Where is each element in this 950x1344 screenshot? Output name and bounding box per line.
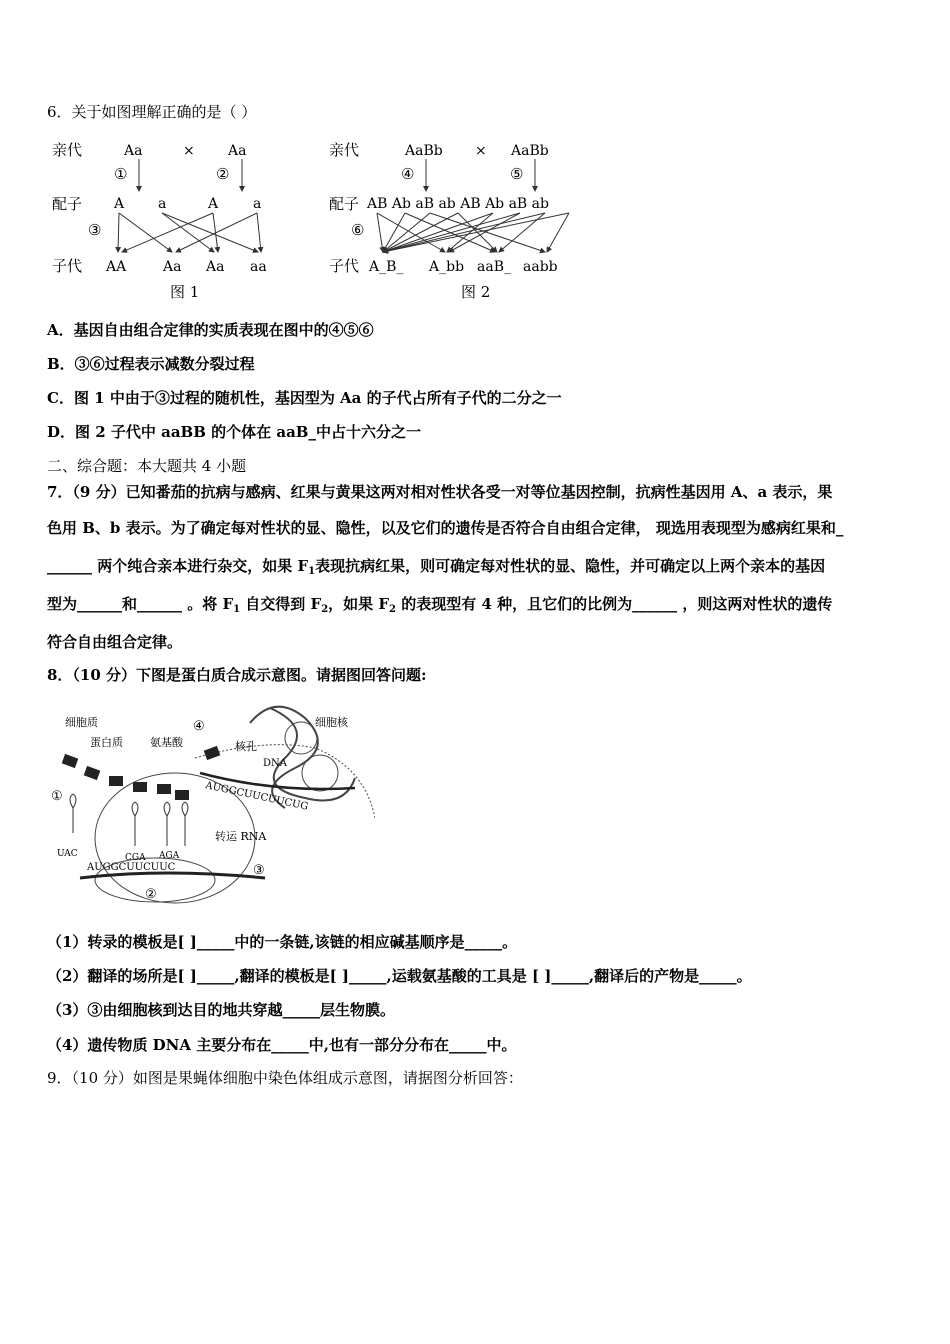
q9-stem: 9．（10 分）如图是果蝇体细胞中染色体组成示意图，请据图分析回答：: [47, 1069, 523, 1087]
q6-stem: 6．关于如图理解正确的是（ ）: [47, 103, 257, 121]
fig1-cross: ×: [183, 143, 195, 159]
fig1-cross-arrows: [118, 213, 261, 252]
label-cytoplasm: 细胞质: [65, 716, 98, 729]
fig1-step-3: ③: [88, 221, 102, 239]
fig2-cross: ×: [475, 143, 487, 159]
q8-stem: 8．（10 分）下图是蛋白质合成示意图。请据图回答问题:: [47, 666, 427, 684]
q8-sub-4: （4）遗传物质 DNA 主要分布在_____中,也有一部分分布在_____中。: [47, 1036, 517, 1054]
q6-option-a: A．基因自由组合定律的实质表现在图中的④⑤⑥: [47, 321, 374, 339]
fig2-offspring-4: aabb: [523, 259, 558, 275]
fig1-step-1: ①: [114, 165, 128, 183]
fig1-gamete-4: a: [253, 196, 262, 212]
q8-sub-3: （3）③由细胞核到达目的地共穿越_____层生物膜。: [47, 1001, 395, 1019]
q7-line-4: 型为______和______ 。将 $F_1$ 自交得到 $F_2$，如果 $F_2$ 的表现型有 4 种，且它们的比例为______ ，则这两对性状的遗传: [47, 595, 833, 615]
fig1-step-2: ②: [216, 165, 230, 183]
fig1-parent-2: Aa: [228, 143, 247, 159]
label-anticodon-1: UAC: [57, 849, 78, 859]
fig2-offspring-label: 子代: [329, 257, 360, 275]
fig1-offspring-label: 子代: [52, 257, 83, 275]
fig2-step-6: ⑥: [351, 221, 365, 239]
fig1-offspring-1: AA: [106, 259, 127, 275]
fig2-step-5: ⑤: [510, 165, 524, 183]
fig2-offspring-1: A_B_: [369, 259, 404, 275]
label-mrna-nucleus: AUGGCUUCUUCUG: [204, 780, 310, 813]
marker-2: ②: [145, 887, 157, 902]
fig1-gamete-label: 配子: [52, 195, 83, 213]
fig1-caption: 图 1: [170, 283, 200, 301]
label-anticodon-3: AGA: [159, 851, 180, 861]
label-mrna-ribosome: AUGGCUUCUUC: [87, 862, 176, 873]
q6-option-b: B．③⑥过程表示减数分裂过程: [47, 355, 255, 373]
fig2-offspring-3: aaB_: [477, 259, 511, 275]
fig2-offspring-2: A_bb: [429, 259, 465, 275]
q8-sub-1: （1）转录的模板是[ ]_____中的一条链,该链的相应碱基顺序是_____。: [47, 933, 518, 951]
q8-sub-2: （2）翻译的场所是[ ]_____,翻译的模板是[ ]_____,运载氨基酸的工具是 [ ]_____,翻译后的产物是_____。: [47, 967, 752, 985]
fig2-gametes: AB Ab aB ab AB Ab aB ab: [367, 196, 549, 212]
fig1-gamete-2: a: [158, 196, 167, 212]
fig2-parent-label: 亲代: [329, 141, 360, 159]
fig1-parent-1: Aa: [124, 143, 143, 159]
label-amino-acid: 氨基酸: [150, 736, 183, 749]
fig1-gamete-3: A: [208, 196, 219, 212]
polypeptide-chain: [62, 746, 221, 800]
fig2-gamete-label: 配子: [329, 195, 360, 213]
fig2-caption: 图 2: [461, 283, 491, 301]
label-protein: 蛋白质: [90, 736, 123, 749]
label-anticodon-2: CGA: [125, 853, 146, 863]
fig2-parent-2: AaBb: [511, 143, 549, 159]
label-dna: DNA: [263, 758, 287, 769]
q7-line-5: 符合自由组合定律。: [47, 633, 183, 651]
marker-3: ③: [253, 863, 265, 878]
section-2-heading: 二、综合题：本大题共 4 小题: [47, 457, 247, 475]
q6-option-c: C．图 1 中由于③过程的随机性，基因型为 Aa 的子代占所有子代的二分之一: [47, 389, 562, 407]
fig2-cross-arrows: [377, 213, 569, 252]
q6-figure-1: [48, 135, 288, 305]
fig2-parent-1: AaBb: [405, 143, 443, 159]
q8-protein-synthesis-figure: [45, 698, 375, 918]
fig1-parent-label: 亲代: [52, 141, 83, 159]
q6-figure-2: [325, 135, 585, 305]
marker-4: ④: [193, 719, 205, 734]
fig1-offspring-3: Aa: [206, 259, 225, 275]
fig2-step-4: ④: [401, 165, 415, 183]
marker-1: ①: [51, 789, 63, 804]
q7-line-3: ______ 两个纯合亲本进行杂交，如果 $F_1$表现抗病红果，则可确定每对性状的显、隐性，并可确定以上两个亲本的基因: [47, 557, 826, 577]
q7-line-2: 色用 B、b 表示。为了确定每对性状的显、隐性，以及它们的遗传是否符合自由组合定律， 现选用表现型为感病红果和_: [47, 519, 844, 537]
dna-coil-1: [285, 722, 317, 754]
fig1-offspring-2: Aa: [163, 259, 182, 275]
trna-molecules: [70, 794, 188, 846]
label-nucleus: 细胞核: [315, 716, 348, 729]
dna-coil-2: [302, 755, 338, 791]
q7-line-1: 7．（9 分）已知番茄的抗病与感病、红果与黄果这两对相对性状各受一对等位基因控制，抗病性基因用 A、a 表示，果: [47, 483, 833, 501]
label-trna: 转运 RNA: [215, 830, 267, 843]
fig1-offspring-4: aa: [250, 259, 267, 275]
fig1-gamete-1: A: [114, 196, 125, 212]
q6-option-d: D．图 2 子代中 aaBB 的个体在 aaB_中占十六分之一: [47, 423, 421, 441]
label-nuclear-pore: 核孔: [235, 740, 257, 753]
